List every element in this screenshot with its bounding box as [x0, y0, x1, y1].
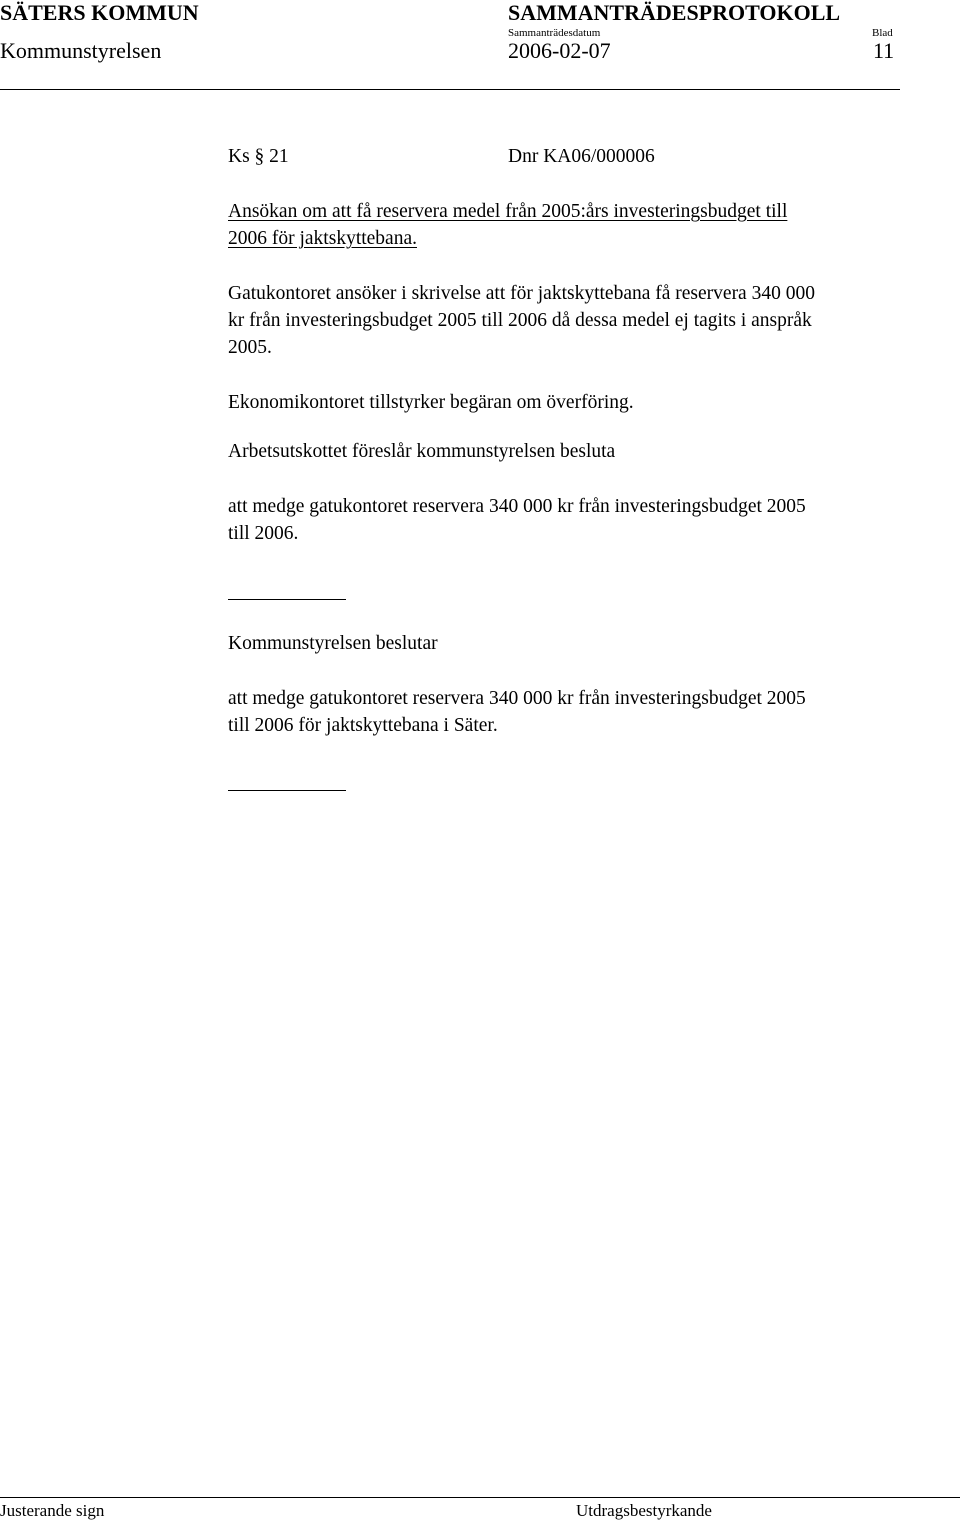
registration-number: Dnr KA06/000006 — [508, 146, 655, 167]
paragraph-line: kr från investeringsbudget 2005 till 2006 då dessa medel ej tagits i anspråk — [228, 310, 812, 331]
finance-paragraph — [228, 389, 943, 416]
paragraph-line: Ekonomikontoret tillstyrker begäran om överföring. — [228, 392, 634, 413]
case-number: Ks § 21 — [228, 146, 289, 167]
paragraph-line: Kommunstyrelsen beslutar — [228, 633, 438, 654]
decision-text — [228, 685, 943, 739]
paragraph-line: Arbetsutskottet föreslår kommunstyrelsen besluta — [228, 441, 616, 462]
footer-right-label: Utdragsbestyrkande — [576, 1501, 712, 1520]
body-name: Kommunstyrelsen — [0, 38, 162, 63]
proposal-intro — [228, 438, 943, 465]
case-title — [228, 198, 943, 252]
sheet-label: Blad — [872, 27, 893, 39]
document-type: SAMMANTRÄDESPROTOKOLL — [508, 0, 841, 25]
application-paragraph — [228, 280, 943, 361]
sheet-number: 11 — [873, 38, 895, 63]
organization-name: SÄTERS KOMMUN — [0, 0, 199, 25]
section-divider — [228, 599, 346, 600]
paragraph-line: till 2006. — [228, 523, 299, 544]
case-title-line: Ansökan om att få reservera medel från 2005:års investeringsbudget till — [228, 201, 788, 222]
proposal-text — [228, 493, 943, 547]
meeting-date: 2006-02-07 — [508, 38, 611, 63]
paragraph-line: Gatukontoret ansöker i skrivelse att för jaktskyttebana få reservera 340 000 — [228, 283, 815, 304]
paragraph-line: till 2006 för jaktskyttebana i Säter. — [228, 715, 498, 736]
paragraph-line: att medge gatukontoret reservera 340 000 kr från investeringsbudget 2005 — [228, 496, 806, 517]
section-divider — [228, 790, 346, 791]
paragraph-line: att medge gatukontoret reservera 340 000 kr från investeringsbudget 2005 — [228, 688, 806, 709]
footer-left-label: Justerande sign — [0, 1501, 105, 1520]
decision-intro — [228, 630, 943, 657]
header-rule — [0, 89, 900, 90]
meeting-date-label: Sammanträdesdatum — [508, 27, 601, 39]
paragraph-line: 2005. — [228, 337, 272, 358]
footer-rule — [0, 1497, 960, 1498]
case-title-line: 2006 för jaktskyttebana. — [228, 228, 417, 249]
